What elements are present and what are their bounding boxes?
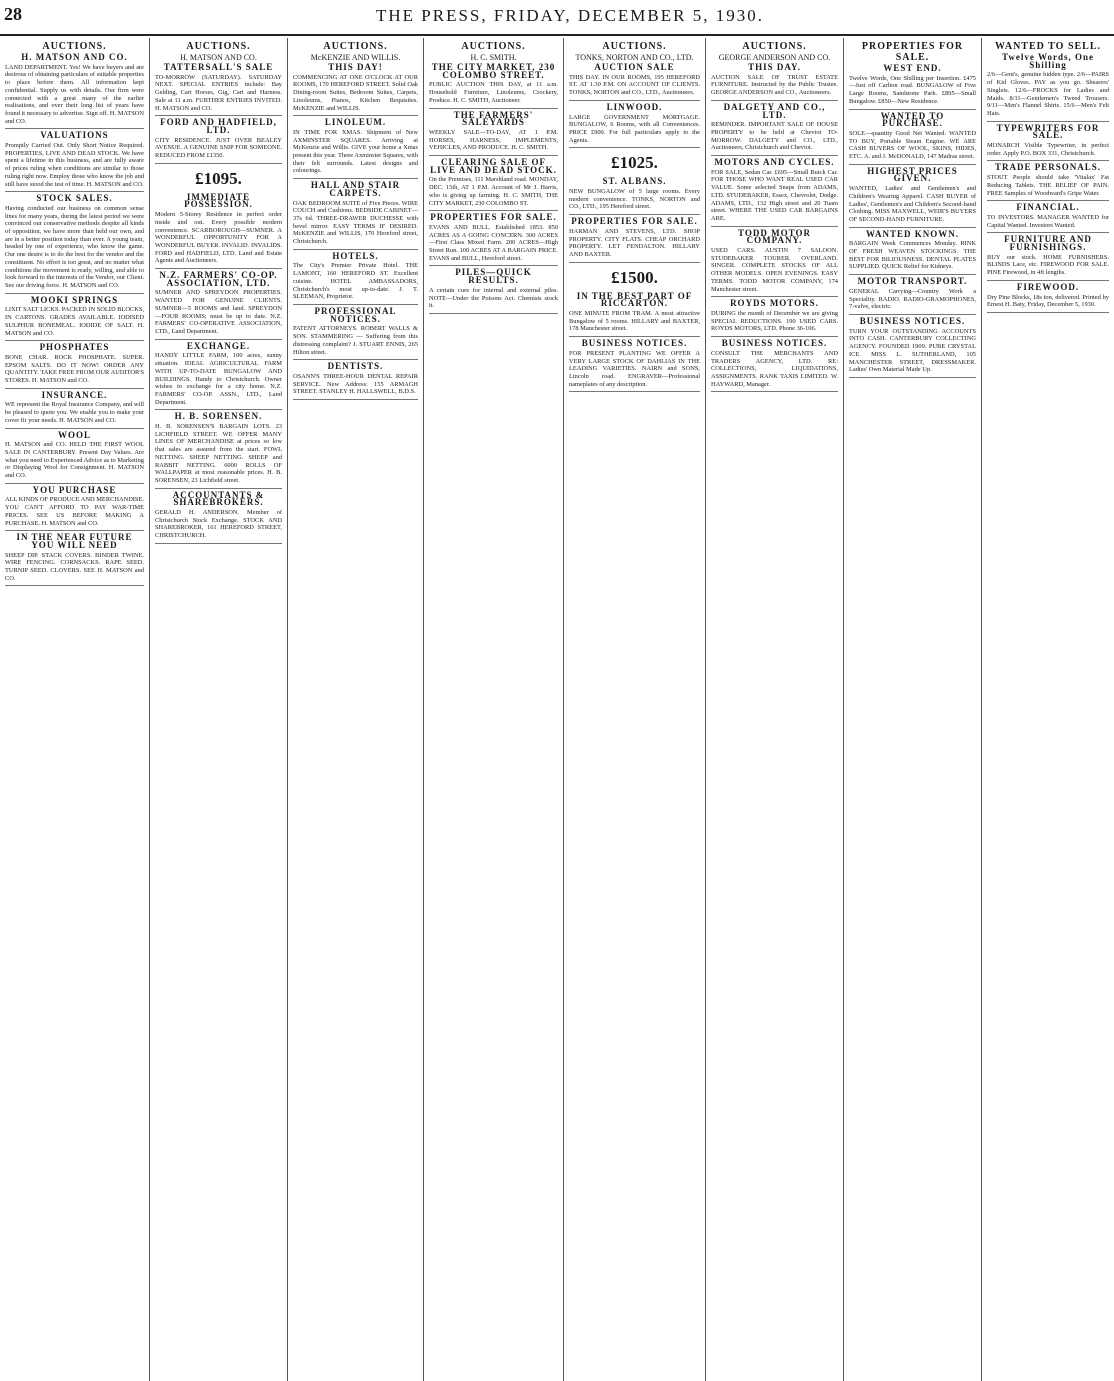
ad-stock-sales — [5, 195, 144, 293]
ad-body: Dry Pine Blocks, 18s ton, delivered. Printed by Ernest H. Baty, Friday, December 5, 1930. — [987, 293, 1109, 309]
ad-trade-personals — [987, 164, 1109, 201]
ad-prices-list — [987, 54, 1109, 122]
ad-title: DALGETY AND CO., LTD. — [723, 101, 826, 120]
ad-city-market — [429, 64, 558, 109]
ad-exchange — [155, 340, 282, 411]
ad-title: CLEARING SALE OF LIVE AND DEAD STOCK. — [430, 157, 557, 175]
ad-title: WANTED TO PURCHASE. — [880, 110, 945, 129]
column-2 — [150, 38, 288, 1381]
price-headline: £1025. — [611, 153, 658, 173]
section-subheading: McKENZIE AND WILLIS. — [310, 53, 401, 62]
ad-title: TODD MOTOR COMPANY. — [738, 227, 811, 246]
column-8 — [982, 38, 1114, 1381]
ad-body: WEEKLY SALE—TO-DAY, AT 1 P.M. HORSES, HARNESS, IMPLEMENTS, VEHICLES, AND PRODUCE. H. C. SMITH. — [429, 128, 558, 152]
ad-motor-transport — [849, 278, 976, 315]
ad-title: EXCHANGE. — [186, 340, 251, 351]
section-heading: AUCTIONS. — [42, 41, 107, 52]
ad-title: TYPEWRITERS FOR SALE. — [996, 122, 1100, 141]
ad-body: LARGE GOVERNMENT MORTGAGE. BUNGALOW, 6 Rooms, with all Conveniences. PRICE £900. For full particulars apply to the Agents. — [569, 113, 700, 144]
ad-body: MONARCH Visible Typewriter, in perfect order. Apply P.O. BOX 331, Christchurch. — [987, 142, 1109, 157]
ad-title: WEST END. — [883, 63, 942, 73]
ad-body: LIXIT SALT LICKS. PACKED IN SOLID BLOCKS, IN CARTONS. GRADES AVAILABLE. IODISED SULPHUR BONEMEAL. IODIDE OF SALT. H. MATSON and CO. — [5, 306, 144, 337]
ad-body: PUBLIC AUCTION THIS DAY, at 11 a.m. Household Furniture, Linoleums, Crockery, Produce. H. C. SMITH, Auctioneer. — [429, 81, 558, 104]
ad-body: BUY our stock. HOME FURNISHERS. BLINDS Lace, etc. FIREWOOD FOR SALE. PINE Firewood, in 4ft lengths. — [987, 253, 1109, 277]
ad-body: STOUT People should take 'Vitalax' Fat Reducing Tablets. THE RELIEF OF PAIN. FREE Samples of Woodward's Gripe Water. — [987, 174, 1109, 197]
ad-body: USED CARS. AUSTIN 7 SALOON. STUDEBAKER TOURER. OVERLAND. SINGER. COMPLETE STOCKS OF ALL OTHER MODELS. OPEN EVENINGS. EASY TERMS. TODD MOTOR COMPANY, 174 Manchester street. — [711, 247, 838, 293]
ad-st-albans — [569, 178, 700, 215]
ad-nz-farmers — [155, 272, 282, 340]
ad-title: MOTOR TRANSPORT. — [857, 276, 968, 287]
ad-harman-stevens — [569, 218, 700, 263]
ad-body: WE represent the Royal Insurance Company, and will be pleased to quote you. We enable you to make your cover fit your needs. H. MATSON and CO. — [5, 401, 144, 424]
ad-title: THE FARMERS' SALEYARDS — [453, 109, 534, 128]
ad-title: LINOLEUM. — [324, 117, 387, 128]
ad-wool — [5, 429, 144, 484]
ad-hotels — [293, 250, 418, 305]
section-subheading: H. C. SMITH. — [470, 53, 517, 62]
ad-professional-notices — [293, 305, 418, 360]
columns — [0, 38, 1114, 1381]
ad-title: LINWOOD. — [606, 101, 663, 112]
ad-body: FOR PRESENT PLANTING WE OFFER A VERY LARGE STOCK OF DAHLIAS IN THE LEADING VARIETIES. NAIRN and SONS, Lincoln road. ENGRAVER—Professional nameplates of any description. — [569, 349, 700, 388]
column-7 — [844, 38, 982, 1381]
ad-body: Having conducted our business on common sense lines for many years, during the latest period we were convinced our conservative methods despite all kinds of opposition, we have more than held our own, and are in a better position today than ever. A young team, headed by one of experience, who know the game. Our one desire is to do the best for the vendor and the constituent. No effort is too great, and no matter what conditions the movement is ready, willing, and able to look forward to the interests of the Vendor, our Client. See our driving force. H. MATSON and CO. — [5, 204, 144, 289]
ad-near-future — [5, 534, 144, 586]
ad-immediate-possession — [155, 191, 282, 269]
ad-title: MOOKI SPRINGS — [30, 294, 119, 305]
ad-body: TO INVESTORS. MANAGER WANTED for Capital Wanted. Investors Wanted. — [987, 213, 1109, 229]
ad-body: GENERAL Carrying—Country Work a Speciality. RADIO. RADIO-GRAMOPHONES, 7-valve, electric. — [849, 287, 976, 311]
ad-title: IN THE BEST PART OF RICCARTON. — [576, 290, 693, 309]
ad-body: SOLE—quantity Good Net Wanted. WANTED TO BUY, Portable Steam Engine. WE ARE CASH BUYERS OF WOOL, SKINS, HIDES, ETC. A. and J. McDONALD, 147 Madras street. — [849, 129, 976, 161]
ad-body: NEW BUNGALOW of 5 large rooms. Every modern convenience. TONKS, NORTON and CO., LTD., 195 Hereford street. — [569, 188, 700, 211]
ad-title: INSURANCE. — [41, 389, 108, 400]
section-subheading: GEORGE ANDERSON AND CO. — [718, 53, 831, 62]
ad-body: BONE CHAR. ROCK PHOSPHATE. SUPER. EPSOM SALTS. DO IT NOW! ORDER ANY QUANTITY. TAKE FREE FROM OUR AUDITOR'S STORES. H. MATSON and CO. — [5, 353, 144, 385]
ad-body: COMMENCING AT ONE O'CLOCK AT OUR ROOMS, 170 HEREFORD STREET. Solid Oak Dining-room Suites, Bedroom Suites, Carpets, Linoleums, Pianos, Kitchen Requisites. McKENZIE and WILLIS. — [293, 73, 418, 112]
ad-body: 2/6—Gent's, genuine hidden type. 2/6—PAIRS of Kid Gloves. PAY as you go. Shearers' Singlets. 12/6—FROCKS for Ladies and Maids. 8/11—Gentlemen's Tweed Trousers. 9/11—Men's Flannel Shirts. 15/6—Men's Felt Hats. — [987, 71, 1109, 117]
ad-typewriters — [987, 122, 1109, 162]
ad-title: H. MATSON AND CO. — [21, 52, 128, 62]
ad-title: WOOL — [57, 429, 91, 440]
ad-body: TURN YOUR OUTSTANDING ACCOUNTS INTO CASH. CANTERBURY COLLECTING AGENCY. FOUNDED 1909. PUBE CRYSTAL ICE. MISS L. SUTHERLAND, 105 MANCHESTER STREET, DRESSMAKER. Ladies' Own Material Made Up. — [849, 327, 976, 374]
ad-you-purchase — [5, 484, 144, 532]
ad-piles — [429, 269, 558, 314]
column-6 — [706, 38, 844, 1381]
ad-title: MOTORS AND CYCLES. — [714, 157, 835, 168]
ad-body: H. MATSON and CO. HELD THE FIRST WOOL SALE IN CANTERBURY. Present Day Values. Are what you need to Experienced Advice as to Marketing or Displaying Wool for Consignment. H. MATSON and CO. — [5, 441, 144, 480]
ad-title: Twelve Words, One Shilling — [1002, 52, 1094, 70]
ad-title: VALUATIONS — [40, 130, 109, 141]
ad-title: HALL AND STAIR CARPETS. — [310, 180, 401, 198]
section-subheading: H. MATSON AND CO. — [180, 53, 257, 62]
ad-body: The City's Premier Private Hotel. THE LAMONT, 160 HEREFORD ST. Excellent cuisine. HOTEL AMBASSADORS, Christchurch's most up-to-date. J. T. SLEEMAN, Proprietor. — [293, 262, 418, 301]
ad-title: ROYDS MOTORS. — [730, 298, 819, 309]
ad-linwood — [569, 101, 700, 149]
ad-title: ST. ALBANS. — [602, 176, 667, 187]
ad-insurance — [5, 389, 144, 429]
ad-title: BUSINESS NOTICES. — [581, 338, 688, 349]
ad-title: FINANCIAL. — [1016, 202, 1080, 213]
ad-body: A certain cure for internal and external piles. NOTE—Under the Poisons Act. Chemists stock it. — [429, 286, 558, 310]
ad-title: H. B. SORENSEN. — [174, 411, 263, 422]
section-heading: WANTED TO SELL. — [994, 41, 1102, 52]
ad-body: THIS DAY. IN OUR ROOMS, 195 HEREFORD ST. AT 1.30 P.M. ON ACCOUNT OF CLIENTS. TONKS, NORTON and CO., LTD., Auctioneers. — [569, 73, 700, 97]
ad-body: PATENT ATTORNEYS. ROBERT WALLS & SON. STAMMERING — Suffering from this distressing complaint? J. STUART ENNIS, 265 Hilton street. — [293, 325, 418, 356]
ad-title: TRADE PERSONALS. — [994, 162, 1102, 173]
ad-body: AUCTION SALE OF TRUST ESTATE FURNITURE. Instructed by the Public Trustee. GEORGE ANDERSON and CO., Auctioneers. — [711, 73, 838, 97]
ad-body: CONSULT THE MERCHANTS AND TRADERS AGENCY, LTD. RE: COLLECTIONS, LIQUIDATIONS, ASSIGNMENTS. RANK TAXIS LIMITED. W. HAYWARD, Manager. — [711, 349, 838, 388]
ad-title: ACCOUNTANTS & SHAREBROKERS. — [172, 489, 265, 508]
ad-highest-prices — [849, 165, 976, 228]
ad-this-day — [293, 64, 418, 116]
section-heading: AUCTIONS. — [602, 41, 667, 52]
ad-farmers-saleyards — [429, 109, 558, 157]
ad-title: THE CITY MARKET, 230 COLOMBO STREET. — [431, 62, 556, 80]
ad-title: TATTERSALL'S SALE — [163, 62, 274, 72]
section-heading: PROPERTIES FOR SALE. — [861, 41, 964, 63]
ad-title: PROFESSIONAL NOTICES. — [314, 305, 397, 324]
ad-linoleum — [293, 119, 418, 179]
section-subheading: TONKS, NORTON AND CO., LTD. — [575, 53, 694, 62]
ad-body: SUMNER AND SPREYDON PROPERTIES. WANTED FOR GENUINE CLIENTS. SUMNER—5 ROOMS and land. SPREYDON—FOUR ROOMS; must be up to date. N.Z. FARMERS' CO-OPERATIVE ASSOCIATION, LTD., Land Department. — [155, 289, 282, 335]
ad-firewood — [987, 281, 1109, 313]
ad-royds-motors — [711, 300, 838, 337]
column-3 — [288, 38, 424, 1381]
ad-body: GERALD H. ANDERSON. Member of Christchurch Stock Exchange. STOCK AND SHAREBROKER, 161 HEREFORD STREET, CHRISTCHURCH. — [155, 509, 282, 540]
ad-west-end — [849, 65, 976, 110]
ad-dalgety — [711, 101, 838, 156]
ad-business-notices-2 — [711, 340, 838, 392]
ad-title: THIS DAY. — [748, 62, 801, 72]
ad-auction-sale — [569, 64, 700, 101]
ad-valuations — [5, 132, 144, 192]
page-number: 28 — [4, 4, 22, 24]
ad-business-notices — [569, 340, 700, 392]
ad-title: FIREWOOD. — [1016, 281, 1080, 292]
ad-body: IN TIME FOR XMAS. Shipment of New AXMINSTER SQUARES. Arriving at McKenzie and Willis. GIVE your home a Xmas present this year. Three Axminster Squares, with their felt surrounds. Latest designs and colourings. — [293, 128, 418, 175]
ad-riccarton — [569, 290, 700, 338]
ad-title: WANTED KNOWN. — [865, 228, 959, 239]
ad-body: WANTED, Ladies' and Gentlemen's and Children's Wearing Apparel. CASH BUYER of Ladies', Gentlemen's and Children's Second-hand Clothing. MISS MAXWELL, WEIR'S BUYERS OF SECOND-HAND FURNITURE. — [849, 185, 976, 223]
ad-title: YOU PURCHASE — [32, 484, 117, 495]
column-5 — [564, 38, 706, 1381]
ad-land-department — [5, 54, 144, 129]
ad-body: HANDY LITTLE FARM, 100 acres, sunny situation. IDEAL AGRICULTURAL FARM WITH UP-TO-DATE BUNGALOW AND BUILDINGS. Handy to Christchurch. Owner wishes to exchange for a city home. N.Z. FARMERS' CO-OP. ASSN., LTD., Land Department. — [155, 352, 282, 406]
ad-motors-cycles — [711, 159, 838, 227]
ad-sorensen — [155, 413, 282, 488]
ad-title: STOCK SALES. — [36, 193, 113, 204]
ad-furniture — [987, 236, 1109, 281]
masthead-rule — [0, 34, 1114, 36]
price-headline: £1095. — [195, 168, 242, 188]
section-heading: AUCTIONS. — [323, 41, 388, 52]
ad-body: DURING the month of December we are giving SPECIAL REDUCTIONS. 190 USED CARS. ROYDS MOTORS, LTD. Phone 36-106. — [711, 309, 838, 333]
ad-body: H. B. SORENSEN'S BARGAIN LOTS. 23 LICHFIELD STREET. WE OFFER MANY LINES OF MERCHANDISE at prices so low that sales are assured from the start. FOWL NETTING. SHEEP NETTING. SHEEP and RABBIT NETTING. 6000 ROLLS OF WALLPAPER at most reasonable prices. H. B. SORENSEN, 23 Lichfield street. — [155, 423, 282, 484]
ad-body: ALL KINDS OF PRODUCE AND MERCHANDISE. YOU CAN'T AFFORD TO PAY WAR-TIME PRICES. SEE US BEFORE MAKING A PURCHASE. H. MATSON and CO. — [5, 496, 144, 527]
ad-phosphates — [5, 344, 144, 389]
ad-body: Modern 5-Storey Residence in perfect order inside and out. Every possible modern convenience. SCARBOROUGH—SUMNER. A WONDERFUL OPPORTUNITY FOR A WONDERFUL BUYER. INVALID. INVALIDS. FORD and HADFIELD, LTD. Land and Estate Agents and Auctioneers. — [155, 211, 282, 265]
ad-business-notices-3 — [849, 315, 976, 378]
ad-body: BARGAIN Week Commences Monday. RINK OF FRESH WEAVEN STOCKINGS. THE BEST FOR BILIOUSNESS. DENTAL PLATES SUPPLIED. QUICK Relief for Kidneys. — [849, 240, 976, 271]
ad-clearing-sale — [429, 159, 558, 211]
section-heading: AUCTIONS. — [742, 41, 807, 52]
ad-todd-motor — [711, 227, 838, 298]
ad-body: Twelve Words, One Shilling per Insertion. £475—Just off Carlton road. BUNGALOW of Five Large Rooms, Sandstone Park. £895—Small Bungalow. £850—New Residence. — [849, 74, 976, 105]
ad-title: PROPERTIES FOR SALE. — [571, 216, 698, 227]
ad-tattersalls-sale — [155, 64, 282, 116]
section-heading: AUCTIONS. — [461, 41, 526, 52]
ad-hall-stair-carpets — [293, 182, 418, 250]
ad-title: DENTISTS. — [327, 361, 384, 372]
ad-accountants — [155, 489, 282, 544]
ad-title: N.Z. FARMERS' CO-OP. ASSOCIATION, LTD. — [159, 270, 278, 288]
section-heading: AUCTIONS. — [186, 41, 251, 52]
masthead — [0, 0, 1114, 40]
ad-dentists — [293, 363, 418, 400]
ad-body: SHEEP DIP. STACK COVERS. BINDER TWINE. WIRE FENCING. CORNSACKS. RAPE SEED. TURNIP SEED. CLOVERS. SEE H. MATSON and CO. — [5, 551, 144, 582]
column-4 — [424, 38, 564, 1381]
ad-title: FURNITURE AND FURNISHINGS. — [1004, 234, 1092, 253]
ad-financial — [987, 204, 1109, 233]
ad-title: FORD AND HADFIELD, LTD. — [160, 117, 277, 135]
ad-mooki-springs — [5, 294, 144, 342]
ad-body: CITY RESIDENCE. JUST OVER BEALEY AVENUE. A GENUINE SNIP FOR SOMEONE. REDUCED FROM £1350. — [155, 136, 282, 160]
ad-body: LAND DEPARTMENT. Yes! We have buyers and are desirous of obtaining particulars of suitable properties to place before them. All information kept confidential. Supply us with details. Our firm were connected with a great many of the earlier realisations, and over their long list of years have found it necessary to advertise. Sign off. H. MATSON and CO. — [5, 63, 144, 125]
ad-title: PILES—QUICK RESULTS. — [455, 267, 532, 286]
ad-title: PROPERTIES FOR SALE. — [430, 212, 557, 223]
ad-wanted-known — [849, 228, 976, 276]
ad-body: OAK BEDROOM SUITE of Five Pieces. WIRE COUCH and Cushions. BEDSIDE CABINET—37s 6d. THREE-DRAWER DUCHESSE with bevel mirror. EASY TERMS IF DESIRED. McKENZIE and WILLIS, 170 Hereford street, Christchurch. — [293, 199, 418, 246]
ad-title: IN THE NEAR FUTURE YOU WILL NEED — [16, 532, 133, 550]
ad-title: THIS DAY! — [328, 62, 383, 72]
ad-body: ONE MINUTE FROM TRAM. A most attractive Bungalow of 5 rooms. HILLARY and BAXTER, 178 Manchester street. — [569, 310, 700, 333]
ad-body: TO-MORROW (SATURDAY). SATURDAY NEXT. SPECIAL ENTRIES include: Bay Gelding, Cart Horses, Gig, Cart and Harness. Sale at 11 a.m. FURTHER ENTRIES INVITED. H. MATSON and CO. — [155, 73, 282, 112]
ad-body: Promptly Carried Out. Only Short Notice Required. PROPERTIES, LIVE AND DEAD STOCK. We have spent a lifetime in this business, and are fully aware of prices ruling when conditions are similar to those ruling right now. Employ those who know the job and still have stood the test of time. H. MATSON and CO. — [5, 142, 144, 188]
ad-title: HIGHEST PRICES GIVEN. — [867, 165, 958, 184]
ad-title: AUCTION SALE — [594, 62, 675, 72]
ad-body: FOR SALE, Sedan Car. £695—Small Buick Car. FOR THOSE WHO WANT REAL USED CAR VALUE. Some selected Snaps from ADAMS, LTD. STUDEBAKER, Essex, Chevrolet, Dodge. ADAMS, LTD., 132 High street and 20 Tuam street. WHERE THE USED CAR BARGAINS ARE. — [711, 168, 838, 222]
ad-evans-bull — [429, 214, 558, 266]
column-1 — [0, 38, 150, 1381]
price-headline: £1500. — [611, 267, 658, 287]
ad-title: HOTELS. — [332, 250, 379, 261]
ad-wanted-to-purchase — [849, 110, 976, 165]
ad-body: HARMAN AND STEVENS, LTD. SHOP PROPERTY. CITY FLATS. CHEAP ORCHARD PROPERTY. LET FENDALTON. HILLARY AND BAXTER. — [569, 227, 700, 258]
ad-body: On the Premises, 111 Marshland road. MONDAY, DEC. 15th, AT 1 P.M. Account of Mr J. Harris, who is giving up farming. H. C. SMITH, THE CITY MARKET, 230 COLOMBO ST. — [429, 176, 558, 207]
ad-title: IMMEDIATE POSSESSION. — [184, 191, 253, 210]
ad-body: EVANS AND BULL. Established 1853. 850 ACRES AS A GOING CONCERN. 300 ACRES—First Class Mixed Farm. 200 ACRES—High Street Run. 100 ACRES AT A BARGAIN PRICE. EVANS and BULL, Hereford street. — [429, 223, 558, 262]
ad-body: REMINDER. IMPORTANT SALE OF HOUSE PROPERTY to be held at Cheviot TO-MORROW. DALGETY and CO., LTD., Auctioneers, Christchurch and Cheviot. — [711, 121, 838, 152]
ad-body: OSANN'S THREE-HOUR DENTAL REPAIR SERVICE. New Address: 155 ARMAGH STREET. STANLEY H. HALLSWELL, B.D.S. — [293, 372, 418, 396]
ad-title: BUSINESS NOTICES. — [859, 315, 966, 326]
ad-ford-hadfield — [155, 119, 282, 164]
ad-title: BUSINESS NOTICES. — [721, 338, 828, 349]
newspaper-title: THE PRESS, FRIDAY, DECEMBER 5, 1930. — [376, 6, 764, 25]
ad-trust-estate — [711, 64, 838, 101]
ad-title: PHOSPHATES — [39, 342, 110, 353]
